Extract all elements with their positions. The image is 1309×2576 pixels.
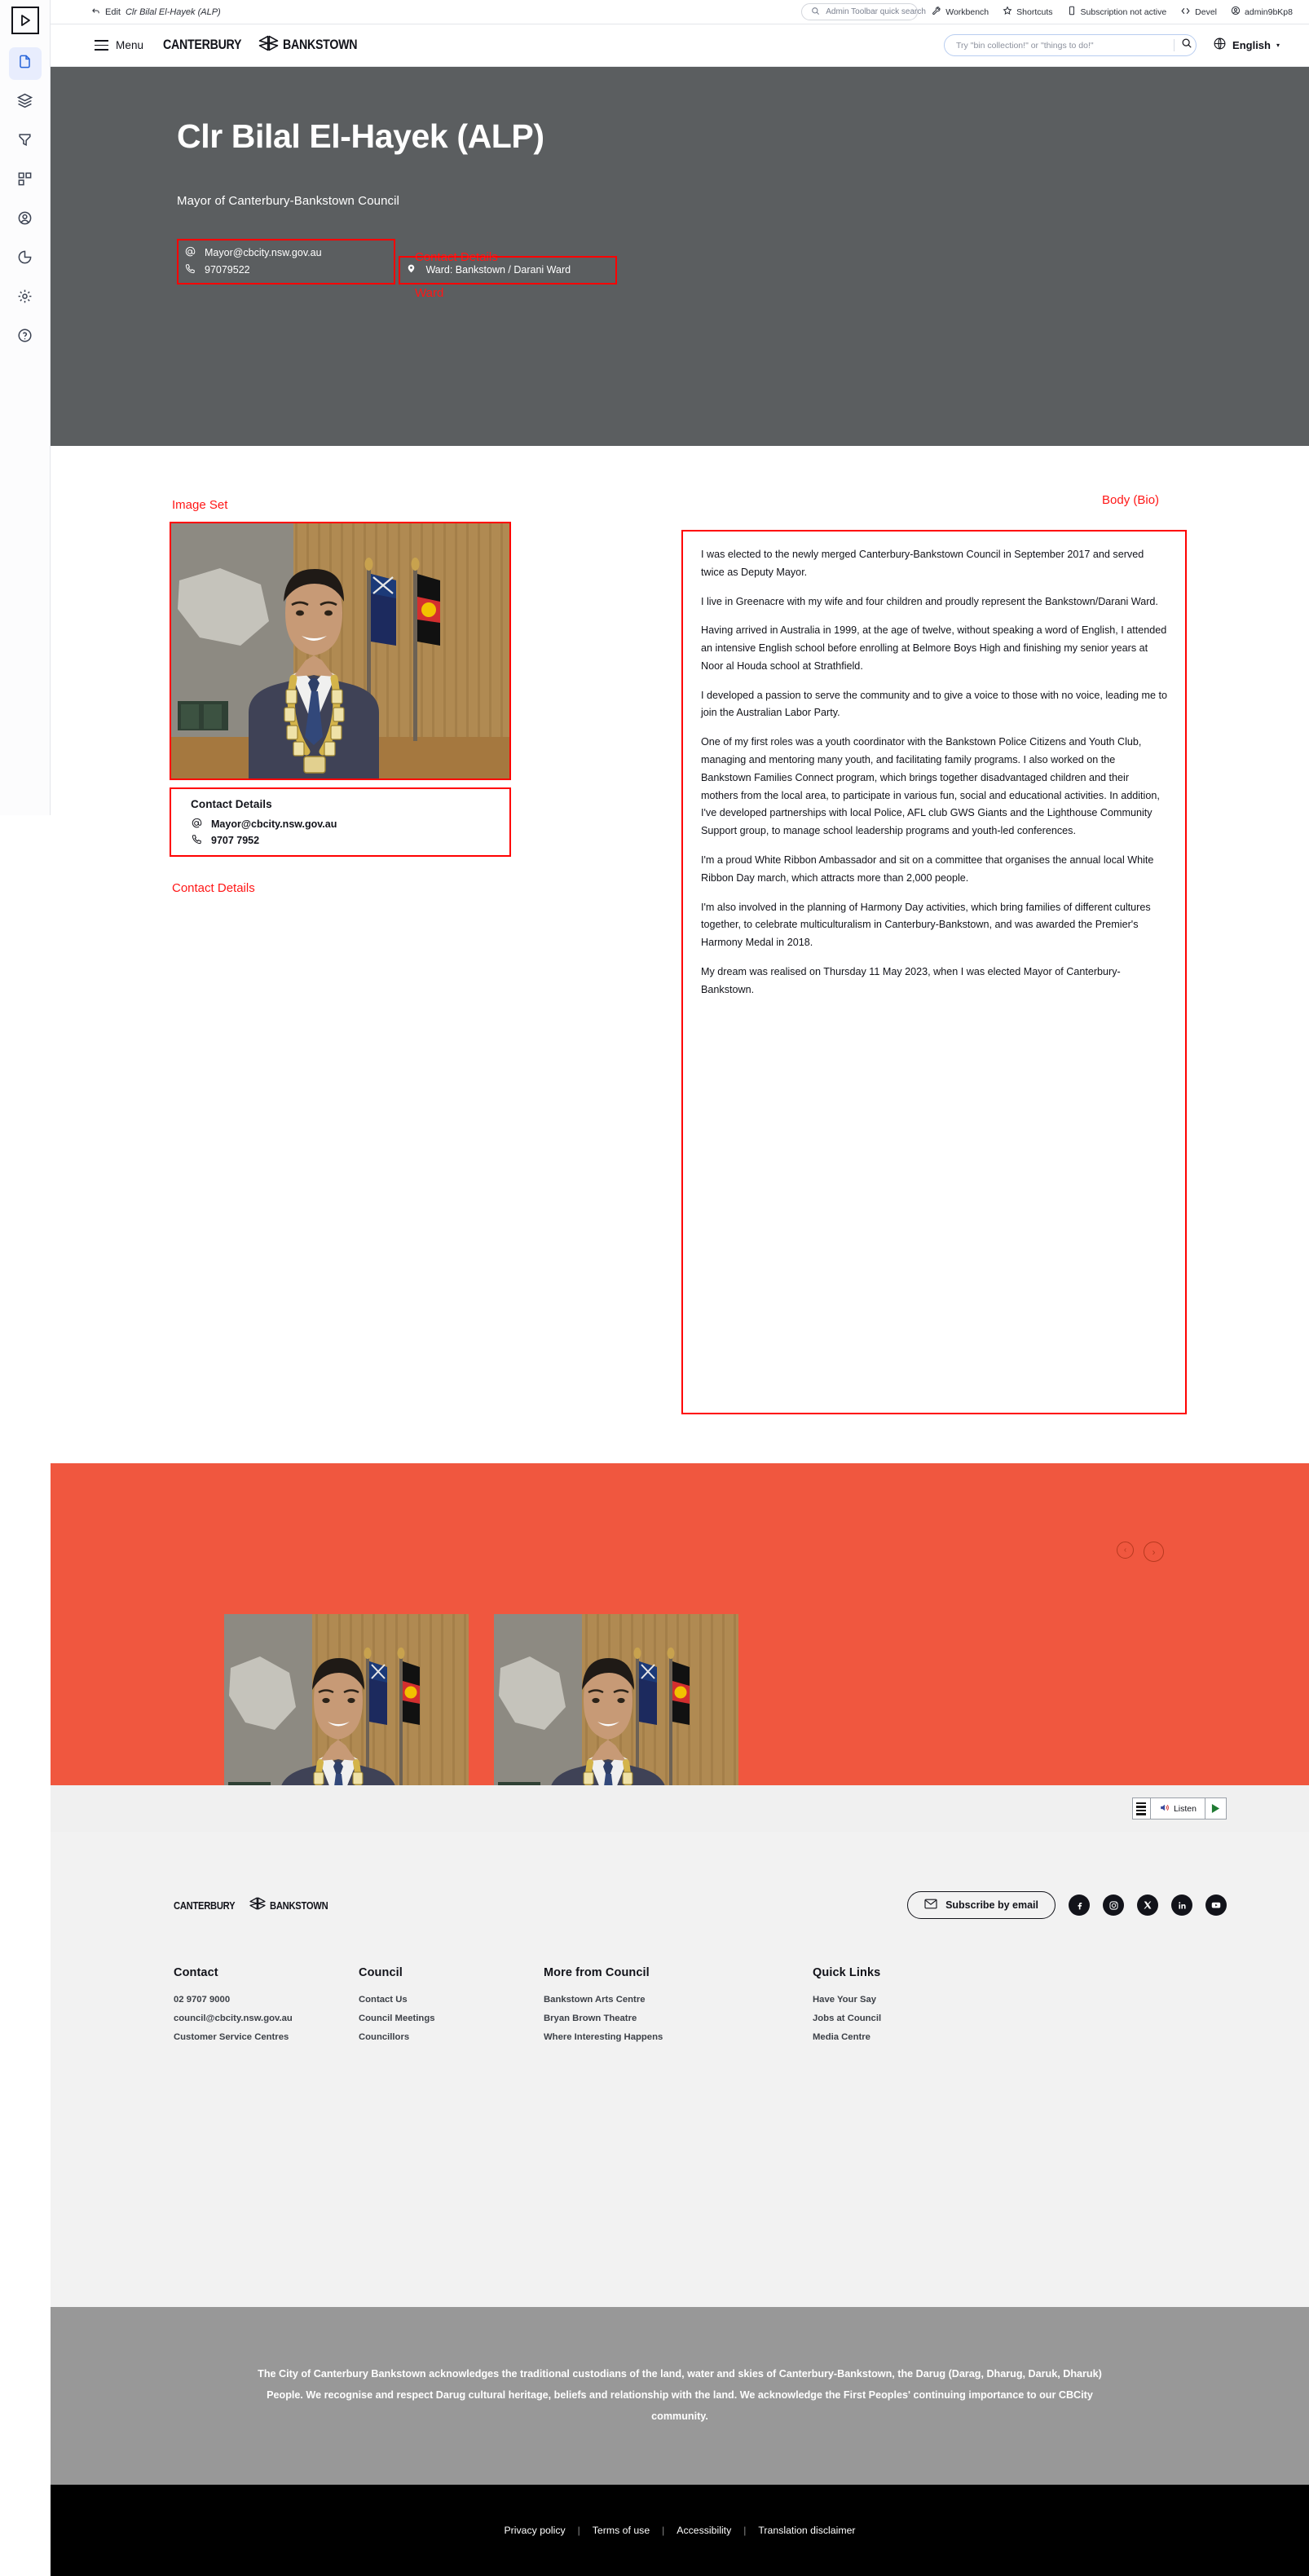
toolbar-item-shortcuts[interactable] (1003, 6, 1052, 18)
footer-link[interactable]: Where Interesting Happens (544, 2032, 663, 2042)
contact-card-email-value: Mayor@cbcity.nsw.gov.au (211, 818, 337, 830)
menu-button-label: Menu (116, 39, 144, 51)
annotation-body-bio: Body (Bio) (1102, 493, 1160, 507)
speaker-icon (1159, 1802, 1170, 1815)
sidebar-item-extend[interactable] (9, 165, 42, 197)
site-search-input[interactable] (944, 34, 1197, 56)
user-account-icon (17, 210, 33, 230)
toolbar-label-workbench: Workbench (945, 7, 989, 17)
carousel-next-button[interactable] (1144, 1542, 1164, 1562)
bio-paragraph: I live in Greenacre with my wife and four children and proudly represent the Bankstown/Darani Ward. (701, 595, 1158, 607)
acknowledgement-text: The City of Canterbury Bankstown acknowledges the traditional custodians of the land, water and skies of Canterbury-Bankstown, the Darug (Darag, Dharug, Daruk, Dharuk) People. We recognise and respect Darug cultural heritage, beliefs and relationship with the land. We acknowledge the First Peoples' continuing importance to our CBCity community. (258, 2368, 1102, 2422)
sidebar-item-reports[interactable] (9, 243, 42, 276)
x-twitter-icon[interactable] (1137, 1895, 1158, 1916)
menu-button[interactable] (95, 39, 143, 51)
bio-paragraph: I was elected to the newly merged Canterbury-Bankstown Council in September 2017 and served twice as Deputy Mayor. (701, 549, 1144, 578)
footer-link[interactable]: Council Meetings (359, 2014, 435, 2023)
admin-toolbar-breadcrumb[interactable] (51, 7, 221, 18)
hero-phone-line[interactable] (184, 262, 386, 279)
footer-column-heading: More from Council (544, 1966, 650, 1979)
toolbar-item-subscription[interactable] (1067, 6, 1167, 18)
code-brackets-icon (1180, 6, 1191, 19)
footer-top-row (51, 1832, 1309, 1919)
annotation-contact-details-hero: Contact Details (415, 249, 498, 264)
mayor-portrait-photo (171, 523, 509, 779)
acknowledgement-of-country (51, 2307, 1309, 2485)
footer-column-heading: Council (359, 1966, 403, 1979)
sidebar-item-structure[interactable] (9, 86, 42, 119)
admin-toolbar-right (801, 3, 1309, 20)
hero-ward-line (406, 262, 608, 279)
pie-chart-icon (17, 249, 33, 269)
annotation-image-set: Image Set (172, 498, 228, 512)
hamburger-icon (95, 40, 108, 50)
instagram-icon[interactable] (1103, 1895, 1124, 1916)
annotation-contact-details-card: Contact Details (172, 881, 255, 895)
footer-link-columns (51, 1919, 1309, 2051)
page-title: Clr Bilal El-Hayek (ALP) (177, 117, 544, 155)
admin-quick-search-placeholder: Admin Toolbar quick search (826, 7, 926, 16)
legal-link-terms-of-use[interactable]: Terms of use (592, 2525, 650, 2536)
list-lines-icon[interactable] (1133, 1798, 1151, 1819)
sidebar-item-people[interactable] (9, 204, 42, 236)
footer-brand-text-left: CANTERBURY (174, 1899, 236, 1912)
body-bio-field (681, 530, 1187, 1414)
layers-icon (17, 93, 33, 112)
toolbar-item-account[interactable] (1231, 6, 1293, 18)
legal-separator: | (577, 2525, 580, 2536)
admin-quick-search-input[interactable] (801, 3, 926, 20)
contact-card-email-line[interactable] (191, 816, 509, 832)
footer-column-quick-links (813, 1966, 998, 2051)
mobile-device-icon (1067, 6, 1077, 18)
play-triangle-logo-icon[interactable] (11, 7, 39, 34)
toolbar-label-devel: Devel (1195, 7, 1218, 17)
legal-link-translation-disclaimer[interactable]: Translation disclaimer (758, 2525, 856, 2536)
footer-logo[interactable] (174, 1896, 337, 1915)
bio-paragraph: I developed a passion to serve the community and to give a voice to those with no voice, leading me to join the Australian Labor Party. (701, 689, 1167, 719)
legal-link-accessibility[interactable]: Accessibility (677, 2525, 732, 2536)
site-header (51, 24, 1309, 67)
contact-card-phone-line[interactable] (191, 832, 509, 849)
site-search-placeholder: Try "bin collection!" or "things to do!" (956, 40, 1094, 51)
sidebar-item-help[interactable] (9, 321, 42, 354)
footer-column-heading: Contact (174, 1966, 218, 1979)
at-sign-icon (184, 246, 196, 260)
footer-column-contact (174, 1966, 359, 2051)
toolbar-label-account: admin9bKp8 (1245, 7, 1293, 17)
site-footer (51, 1832, 1309, 2307)
footer-link[interactable]: Bankstown Arts Centre (544, 1995, 646, 2005)
edit-prefix-label: Edit (105, 7, 121, 17)
phone-icon (184, 263, 196, 277)
bio-paragraph: One of my first roles was a youth coordinator with the Bankstown Police Citizens and Youth Club, managing and mentoring many youth, and facilitating family programs. I also worked on the Bankstown Families Connect program, which brings together disadvantaged children and their mothers from the local area, to participate in various fun, social and educational activities. In addition, I've developed partnerships with local Police, AFL club GWS Giants and the Lighthouse Community Support group, to manage school leadership programs and youth-led conferences. (701, 736, 1160, 837)
chevron-right-icon: › (1152, 1546, 1156, 1558)
image-carousel (51, 1463, 1309, 1785)
footer-column-heading: Quick Links (813, 1966, 881, 1979)
content-file-icon (17, 54, 33, 73)
funnel-filter-icon (17, 132, 33, 152)
legal-bar (51, 2485, 1309, 2576)
admin-icon-rail (0, 0, 51, 815)
sidebar-item-appearance[interactable] (9, 126, 42, 158)
hero-contact-group (177, 239, 617, 300)
search-icon (811, 7, 820, 18)
footer-brand-text-right: BANKSTOWN (269, 1899, 328, 1912)
bio-paragraph: I'm a proud White Ribbon Ambassador and sit on a committee that organises the annual local White Ribbon Day march, which attracts more than 2,000 people. (701, 854, 1154, 884)
subscribe-label: Subscribe by email (945, 1899, 1038, 1911)
footer-link[interactable]: Contact Us (359, 1995, 408, 2005)
facebook-icon[interactable] (1069, 1895, 1090, 1916)
listen-strip (51, 1785, 1309, 1832)
language-selector[interactable] (1213, 37, 1280, 55)
brand-text-left: CANTERBURY (163, 37, 242, 52)
hero-banner (51, 67, 1309, 446)
chevron-down-icon: ▾ (1276, 42, 1280, 49)
language-label: English (1232, 39, 1271, 51)
back-arrow-icon (91, 7, 100, 18)
toolbar-label-shortcuts: Shortcuts (1016, 7, 1053, 17)
carousel-nav (1117, 1542, 1164, 1562)
footer-column-council (359, 1966, 544, 2051)
subscribe-by-email-button[interactable] (907, 1891, 1056, 1919)
footer-link[interactable]: Media Centre (813, 2032, 870, 2042)
hero-email-value: Mayor@cbcity.nsw.gov.au (205, 247, 322, 259)
globe-icon (1213, 37, 1227, 55)
listen-label: Listen (1173, 1803, 1197, 1814)
bio-paragraph: Having arrived in Australia in 1999, at the age of twelve, without speaking a word of English, I attended an intensive English school before enrolling at Belmore Boys High and finishing my senior years at Noor al Houda school at Strathfield. (701, 624, 1167, 672)
footer-column-more-from-council (544, 1966, 813, 2051)
star-icon (1003, 6, 1012, 18)
footer-link[interactable]: Bryan Brown Theatre (544, 2014, 637, 2023)
user-circle-icon (1231, 6, 1241, 18)
carousel-prev-button[interactable] (1117, 1542, 1134, 1559)
map-pin-icon (406, 263, 416, 277)
admin-toolbar (51, 0, 1309, 24)
bowtie-monogram-icon (258, 34, 280, 56)
brand-text-right: BANKSTOWN (283, 37, 358, 52)
legal-separator: | (743, 2525, 747, 2536)
contact-card-heading: Contact Details (191, 798, 272, 810)
bowtie-monogram-icon (249, 1896, 267, 1915)
envelope-icon (924, 1899, 937, 1912)
site-logo[interactable] (163, 34, 369, 56)
wrench-icon (932, 6, 941, 18)
hero-role-label: Mayor of Canterbury-Bankstown Council (177, 193, 399, 208)
listen-widget[interactable] (1132, 1797, 1227, 1820)
toolbar-item-devel[interactable] (1180, 6, 1217, 19)
phone-icon (191, 834, 202, 848)
image-set-field[interactable] (170, 522, 511, 780)
footer-link[interactable]: Have Your Say (813, 1995, 877, 2005)
hero-email-line[interactable] (184, 245, 386, 262)
bio-paragraph: My dream was realised on Thursday 11 May 2023, when I was elected Mayor of Canterbury-Bankstown. (701, 965, 1121, 995)
footer-link[interactable]: 02 9707 9000 (174, 1995, 231, 2005)
chevron-left-icon: ‹ (1123, 1546, 1127, 1555)
hero-contact-details-box (177, 239, 395, 285)
search-icon[interactable] (1181, 37, 1192, 53)
linkedin-icon[interactable] (1171, 1895, 1192, 1916)
at-sign-icon (191, 818, 202, 831)
footer-actions (907, 1891, 1227, 1919)
footer-link[interactable]: Councillors (359, 2032, 410, 2042)
sidebar-item-configuration[interactable] (9, 282, 42, 315)
youtube-icon[interactable] (1205, 1895, 1227, 1916)
contact-card-phone-value: 9707 7952 (211, 835, 260, 846)
blocks-modules-icon (17, 171, 33, 191)
play-triangle-icon[interactable] (1205, 1798, 1226, 1819)
legal-separator: | (662, 2525, 665, 2536)
hero-ward-value: Ward: Bankstown / Darani Ward (425, 264, 571, 276)
legal-link-privacy-policy[interactable]: Privacy policy (504, 2525, 566, 2536)
gear-settings-icon (17, 289, 33, 308)
annotation-ward: Ward (415, 285, 444, 300)
hero-phone-value: 97079522 (205, 264, 250, 276)
bio-paragraph: I'm also involved in the planning of Harmony Day activities, which bring families of different cultures together, to celebrate multiculturalism in Canterbury-Bankstown, and was awarded the Premier's Harmony Medal in 2018. (701, 901, 1151, 949)
legal-links (504, 2525, 855, 2536)
edit-entity-title: Clr Bilal El-Hayek (ALP) (125, 7, 221, 17)
question-help-icon (17, 328, 33, 347)
toolbar-label-subscription: Subscription not active (1080, 7, 1167, 17)
footer-link[interactable]: council@cbcity.nsw.gov.au (174, 2014, 293, 2023)
footer-link[interactable]: Jobs at Council (813, 2014, 882, 2023)
listen-button[interactable] (1151, 1798, 1205, 1819)
search-divider (1174, 39, 1175, 51)
sidebar-item-content[interactable] (9, 47, 42, 80)
contact-details-card (170, 787, 511, 857)
toolbar-item-workbench[interactable] (932, 6, 989, 18)
footer-link[interactable]: Customer Service Centres (174, 2032, 289, 2042)
